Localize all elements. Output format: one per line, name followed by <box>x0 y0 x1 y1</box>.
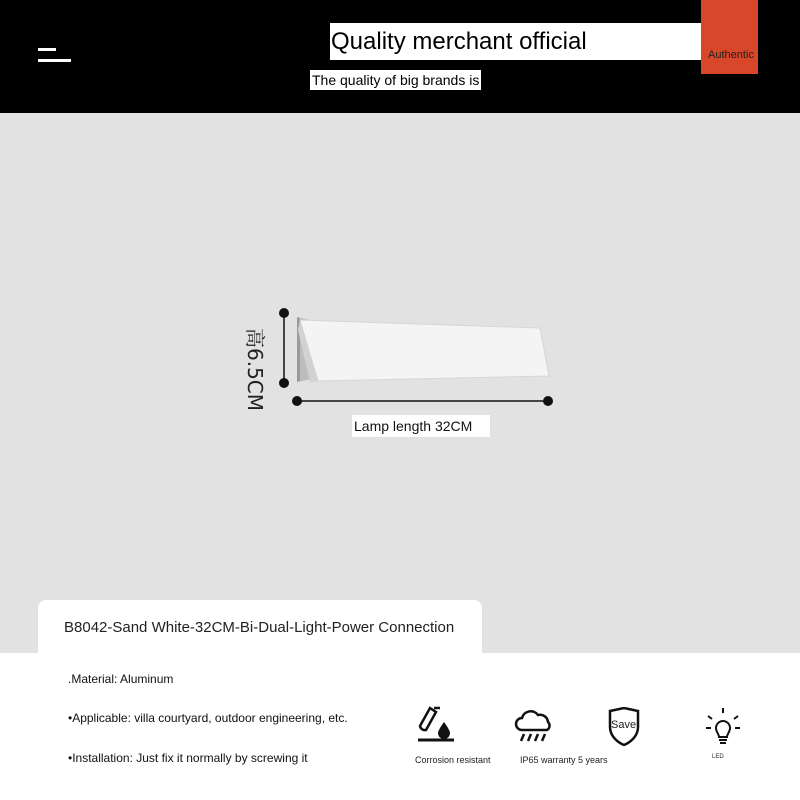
page-subtitle: The quality of big brands is <box>312 72 480 88</box>
ip65-warranty-caption: IP65 warranty 5 years <box>520 755 608 765</box>
authentic-badge-label: Authentic <box>708 49 754 61</box>
shield-icon-label: Save <box>611 719 637 731</box>
length-dimension-label: Lamp length 32CM <box>352 415 490 437</box>
spec-material: .Material: Aluminum <box>68 672 174 686</box>
spec-installation: •Installation: Just fix it normally by screwing it <box>68 751 308 765</box>
height-dimension-label: 高6.5CM <box>243 328 267 412</box>
spec-applicable: •Applicable: villa courtyard, outdoor engineering, etc. <box>68 711 348 725</box>
model-card <box>38 600 482 660</box>
corrosion-resistant-caption: Corrosion resistant <box>415 755 491 765</box>
rain-cloud-icon <box>514 710 554 744</box>
page-title: Quality merchant official <box>330 23 750 60</box>
lamp-product-image <box>297 317 549 382</box>
length-dimension-line <box>292 396 553 406</box>
height-dimension-line <box>279 308 289 388</box>
led-bulb-icon <box>704 706 742 752</box>
corrosion-resistant-icon <box>414 706 458 748</box>
model-name: B8042-Sand White-32CM-Bi-Dual-Light-Power Connection <box>64 619 455 636</box>
led-bulb-icon-label: LED <box>712 754 724 760</box>
